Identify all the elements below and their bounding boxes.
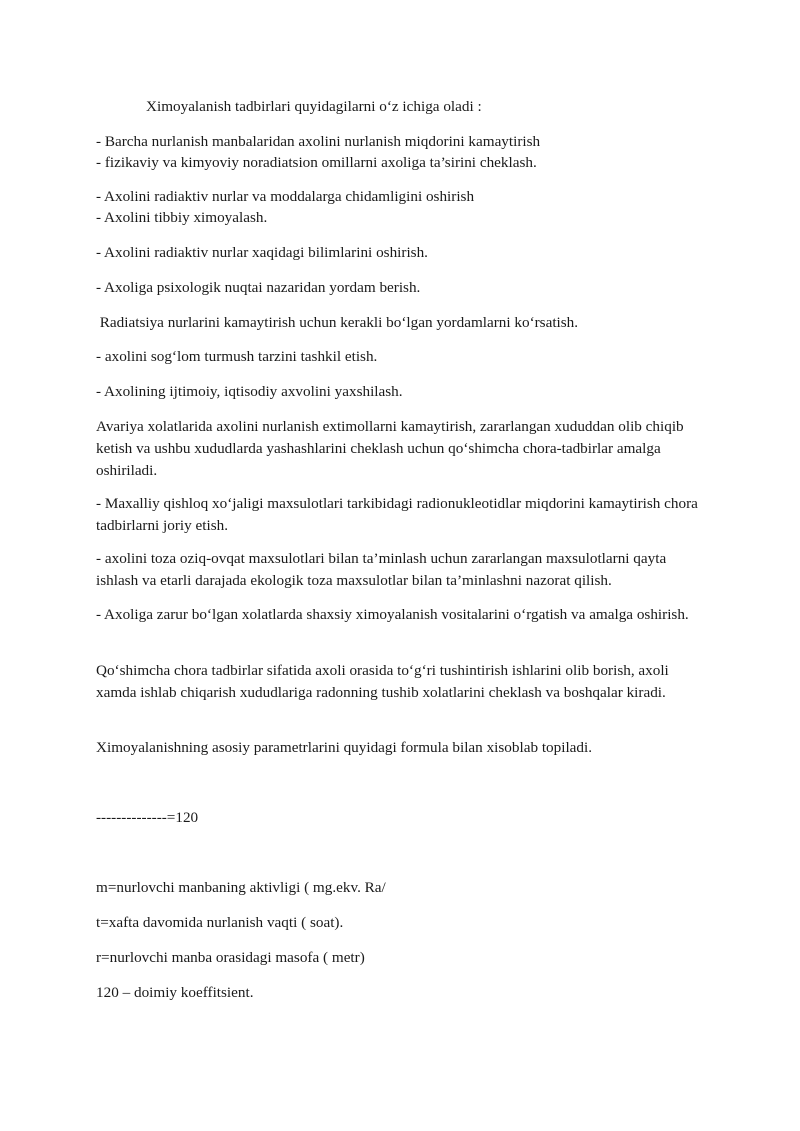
list-item: - fizikaviy va kimyoviy noradiatsion omillarni axoliga ta’sirini cheklash. [96, 154, 537, 171]
list-item: - axolini sog‘lom turmush tarzini tashkil etish. [96, 348, 378, 365]
paragraph: - axolini toza oziq-ovqat maxsulotlari bilan ta’minlash uchun zararlangan maxsulotlarni qayta ishlash va etarli darajada ekologik toza maxsulotlar bilan ta’minlashni nazorat qilish. [96, 550, 667, 589]
formula: --------------=120 [96, 809, 199, 826]
definition-item: m=nurlovchi manbaning aktivligi ( mg.ekv. Ra/ [96, 879, 386, 896]
definition-item: t=xafta davomida nurlanish vaqti ( soat). [96, 914, 344, 931]
paragraph: - Maxalliy qishloq xo‘jaligi maxsulotlari tarkibidagi radionukleotidlar miqdorini kamaytirish chora tadbirlarni joriy etish. [96, 495, 698, 534]
paragraph: - Axoliga zarur bo‘lgan xolatlarda shaxsiy ximoyalanish vositalarini o‘rgatish va amalga oshirish. [96, 606, 689, 623]
list-item: - Axoliga psixologik nuqtai nazaridan yordam berish. [96, 279, 421, 296]
paragraph: Avariya xolatlarida axolini nurlanish extimollarni kamaytirish, zararlangan xududdan olib chiqib ketish va ushbu xududlarda yashashlarini cheklash uchun qo‘shimcha chora-tadbirlar amalga oshiriladi. [96, 418, 684, 479]
intro-heading: Ximoyalanish tadbirlari quyidagilarni o‘z ichiga oladi : [146, 98, 482, 115]
list-item: - Axolini radiaktiv nurlar xaqidagi bilimlarini oshirish. [96, 244, 428, 261]
paragraph: Qo‘shimcha chora tadbirlar sifatida axoli orasida to‘g‘ri tushintirish ishlarini olib borish, axoli xamda ishlab chiqarish xududlariga radonning tushib xolatlarini cheklash va boshqalar kiradi. [96, 662, 669, 701]
list-item: - Axolining ijtimoiy, iqtisodiy axvolini yaxshilash. [96, 383, 403, 400]
paragraph: Ximoyalanishning asosiy parametrlarini quyidagi formula bilan xisoblab topiladi. [96, 739, 593, 756]
list-item: - Barcha nurlanish manbalaridan axolini nurlanish miqdorini kamaytirish [96, 133, 541, 150]
list-item: - Axolini radiaktiv nurlar va moddalarga chidamligini oshirish [96, 188, 475, 205]
definition-item: 120 – doimiy koeffitsient. [96, 984, 254, 1001]
list-item: Radiatsiya nurlarini kamaytirish uchun kerakli bo‘lgan yordamlarni ko‘rsatish. [96, 314, 579, 331]
list-item: - Axolini tibbiy ximoyalash. [96, 209, 268, 226]
definition-item: r=nurlovchi manba orasidagi masofa ( metr) [96, 949, 365, 966]
